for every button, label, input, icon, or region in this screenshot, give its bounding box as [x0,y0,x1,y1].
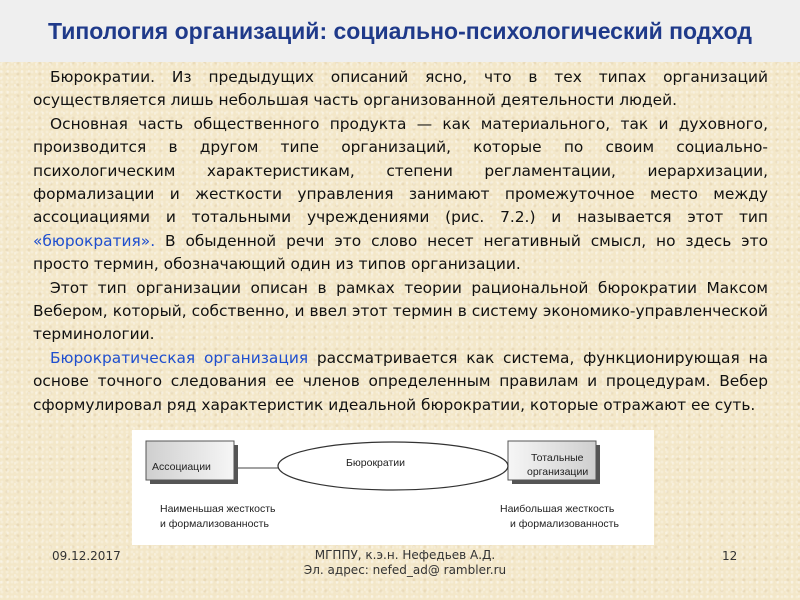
total-organizations-label-1: Тотальные [531,452,584,464]
slide-title: Типология организаций: социально-психологический подход [48,18,752,44]
paragraph-4-highlight: Бюрократическая организация [50,348,309,367]
footer-date: 09.12.2017 [52,549,121,563]
paragraph-4-text: рассматривается как система, функционирующая на основе точного следования ее членов определенным правилам и процедурам. Вебер сформулировал ряд характеристик идеальной бюрократии, которые отражают ее суть. [33,348,769,414]
bureaucracies-label: Бюрократии [346,457,406,469]
page-number: 12 [722,549,738,563]
total-organizations-label-2: организации [527,466,589,478]
paragraph-2-text: Основная часть общественного продукта — как материального, так и духовного, производится в другом типе организаций, которые по своим социально-психологическим характеристикам, степени регламентации, иерархизации, формализации и жесткости управления занимают промежуточное место между ассоциациями и тотальными учреждениями (рис. 7.2.) и называется этот тип [33,114,768,227]
paragraph-1 [33,66,768,113]
associations-label: Ассоциации [152,461,211,473]
paragraph-2-tail: В обыденной речи это слово несет негативный смысл, но здесь это просто термин, обозначающий один из типов организации. [33,231,768,274]
footer-email: Эл. адрес: nefed_ad@ rambler.ru [303,563,507,577]
title-bar [0,0,800,62]
least-rigidity-caption-1: Наименьшая жесткость [160,503,276,515]
footer-author-block [280,548,530,578]
paragraph-2-highlight: «бюрократия». [33,231,156,250]
paragraph-1-text: Из предыдущих описаний ясно, что в тех типах организаций осуществляется лишь небольшая часть организованной деятельности людей. [33,68,768,110]
most-rigidity-caption-1: Наибольшая жесткость [500,503,615,515]
paragraph-2 [33,113,768,277]
least-rigidity-caption-2: и формализованность [160,518,269,530]
paragraph-3: Этот тип организации описан в рамках теории рациональной бюрократии Максом Вебером, который, собственно, и ввел этот термин в систему экономико-управленческой терминологии. [33,278,768,344]
paragraph-4 [33,347,768,417]
organization-typology-diagram [132,430,654,545]
paragraph-1-lead: Бюрократии. [50,68,156,86]
footer-author: МГППУ, к.э.н. Нефедьев А.Д. [314,548,496,562]
most-rigidity-caption-2: и формализованность [510,518,619,530]
slide-body [33,66,768,417]
